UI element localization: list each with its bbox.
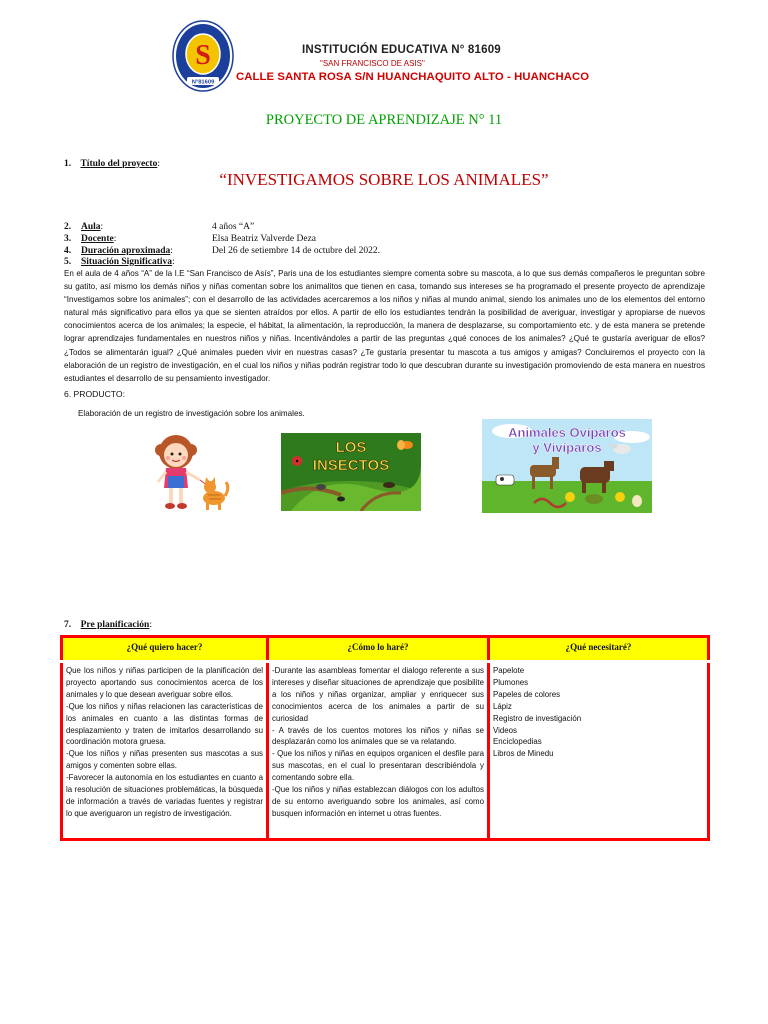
table-header: ¿Cómo lo haré?: [269, 638, 487, 660]
list-item: -Que los niños y niñas presenten sus mascotas a sus amigos y comenten sobre ellas.: [66, 749, 263, 771]
info-row-aula: 2. Aula: 4 años “A”: [64, 222, 255, 232]
svg-text:N°81609: N°81609: [191, 79, 215, 86]
list-item: -Que los niños y niñas relacionen las características de los animales en cuanto a las distintas formas de desplazamiento y traten de imitarlos desarrollando su coordinación motora gruesa.: [66, 701, 263, 747]
list-item: Papeles de colores: [493, 689, 561, 699]
school-logo: [172, 20, 234, 92]
section-preplanificacion: 7. Pre planificación:: [64, 620, 152, 630]
producto-text: Elaboración de un registro de investigación sobre los animales.: [78, 409, 305, 418]
project-main-title: “INVESTIGAMOS SOBRE LOS ANIMALES”: [219, 170, 549, 189]
table-header: ¿Qué quiero hacer?: [63, 638, 266, 660]
info-value: Elsa Beatriz Valverde Deza: [212, 234, 317, 244]
list-item: Que los niños y niñas participen de la planificación del proyecto aportando sus conocimientos acerca de los animales y lo que desean averiguar sobre ellos.: [66, 666, 263, 699]
list-item: Lápiz: [493, 701, 512, 711]
info-label: Aula: [81, 222, 101, 232]
info-label: Duración aproximada: [81, 246, 171, 256]
info-value: 4 años “A”: [212, 222, 255, 232]
table-cell-como-lo-hare: [269, 663, 487, 838]
section-number: 7.: [64, 620, 72, 630]
insects-banner: [281, 433, 421, 511]
info-row-duracion: 4. Duración aproximada: Del 26 de setiembre 14 de octubre del 2022.: [64, 246, 381, 256]
oviparous-viviparous-animals: [482, 419, 652, 513]
girl-with-cat-illustration: [148, 430, 230, 514]
info-value: Del 26 de setiembre 14 de octubre del 2022.: [212, 246, 381, 256]
preplanning-table: [60, 635, 710, 841]
table-cell-que-necesitare: [490, 663, 707, 838]
info-row-docente: 3. Docente: Elsa Beatriz Valverde Deza: [64, 234, 317, 244]
project-title: PROYECTO DE APRENDIZAJE N° 11: [265, 112, 503, 128]
info-label: Docente: [81, 234, 114, 244]
list-item: Plumones: [493, 677, 529, 687]
institution-subtitle: "SAN FRANCISCO DE ASIS": [320, 59, 425, 68]
list-item: - A través de los cuentos motores los niños y niñas se desplazarán como los animales que se va relatando.: [272, 725, 484, 747]
table-header: ¿Qué necesitaré?: [490, 638, 707, 660]
list-item: -Durante las asambleas fomentar el dialogo referente a sus intereses y diseñar situaciones de aprendizaje que posibilite a los niños y niñas organizar, ampliar y enriquecer sus conocimientos acerca de los animales a partir de su curiosidad: [272, 666, 484, 723]
section-titulo: 1. Título del proyecto:: [64, 159, 160, 169]
situacion-paragraph: En el aula de 4 años “A” de la I.E “San Francisco de Asís”, Paris una de los estudiantes siempre comenta sobre su mascota, a lo que sus demás compañeros le preguntan sobre su gatito, así mismo los demás niños y niñas comentan sobre los animalitos que tienen en casa, tomando sus intereses se ha programado el presente proyecto de aprendizaje “Investigamos sobre los animales”; con el desarrollo de las actividades acercaremos a los niños y niñas al mundo animal, siendo los animales uno de los elementos del entorno natural más significativo para ellos ya que se sienten atraídos por ellos. A partir de ello los estudiantes tendrán la posibilidad de averiguar, investigar y apropiarse de nuevos conocimientos acerca de los animales; la especie, el hábitat, la alimentación, la reproducción, la manera de desplazarse, su comportamiento etc. y de esta manera se pretende lograr aprendizajes fundamentales en nuestros niños y niñas. Incentivándoles a partir de las preguntas ¿qué conoces de los animales? ¿Qué te gustaría averiguar de ellos? ¿Todos se alimentarán igual? ¿Qué animales pueden vivir en nuestras casas? ¿Te gustaría presentar tu mascota a tus amigos y amigas? Concluiremos el proyecto con la elaboración de un registro de investigación, en el cual los niños y niñas podrán registrar todo lo que descubran durante su investigación promoviendo de esta manera en nuestros estudiantes el desarrollo de su pensamiento investigador.: [64, 269, 705, 383]
list-item: - Que los niños y niñas en equipos organicen el desfile para sus mascotas, en el cual lo presentaran describiéndola y comentando sobre ella.: [272, 749, 484, 783]
section-label: Pre planificación: [80, 620, 150, 630]
list-item: -Favorecer la autonomía en los estudiantes en cuanto a la resolución de situaciones problemáticas, la búsqueda de información a través de variadas fuentes y registrar lo que averiguaron un registro de investigación.: [66, 773, 263, 818]
list-item: Enciclopedias: [493, 737, 542, 747]
section-producto: 6. PRODUCTO:: [64, 389, 125, 399]
list-item: Papelote: [493, 666, 525, 675]
list-item: -Que los niños y niñas establezcan diálogos con los adultos de su entorno averiguando sobre los animales, así como busquen información en internet u otras fuentes.: [272, 785, 484, 818]
info-row-situacion: 5. Situación Significativa:: [64, 257, 175, 267]
list-item: Registro de investigación: [493, 713, 582, 723]
svg-text:Animales Ovíparos: Animales Ovíparos: [508, 425, 626, 440]
list-item: Videos: [493, 725, 517, 735]
info-label: Situación Significativa: [81, 257, 173, 267]
section-number: 1.: [64, 159, 72, 169]
institution-address: CALLE SANTA ROSA S/N HUANCHAQUITO ALTO - HUANCHACO: [236, 71, 590, 83]
svg-text:S: S: [195, 40, 211, 71]
svg-text:y Vivíparos: y Vivíparos: [532, 440, 602, 455]
table-cell-que-quiero-hacer: [63, 663, 266, 838]
institution-name: INSTITUCIÓN EDUCATIVA N° 81609: [302, 44, 501, 56]
list-item: Libros de Minedu: [493, 749, 554, 759]
svg-text:INSECTOS: INSECTOS: [312, 457, 390, 474]
section-label: Título del proyecto: [80, 159, 158, 169]
svg-text:LOS: LOS: [335, 439, 367, 456]
